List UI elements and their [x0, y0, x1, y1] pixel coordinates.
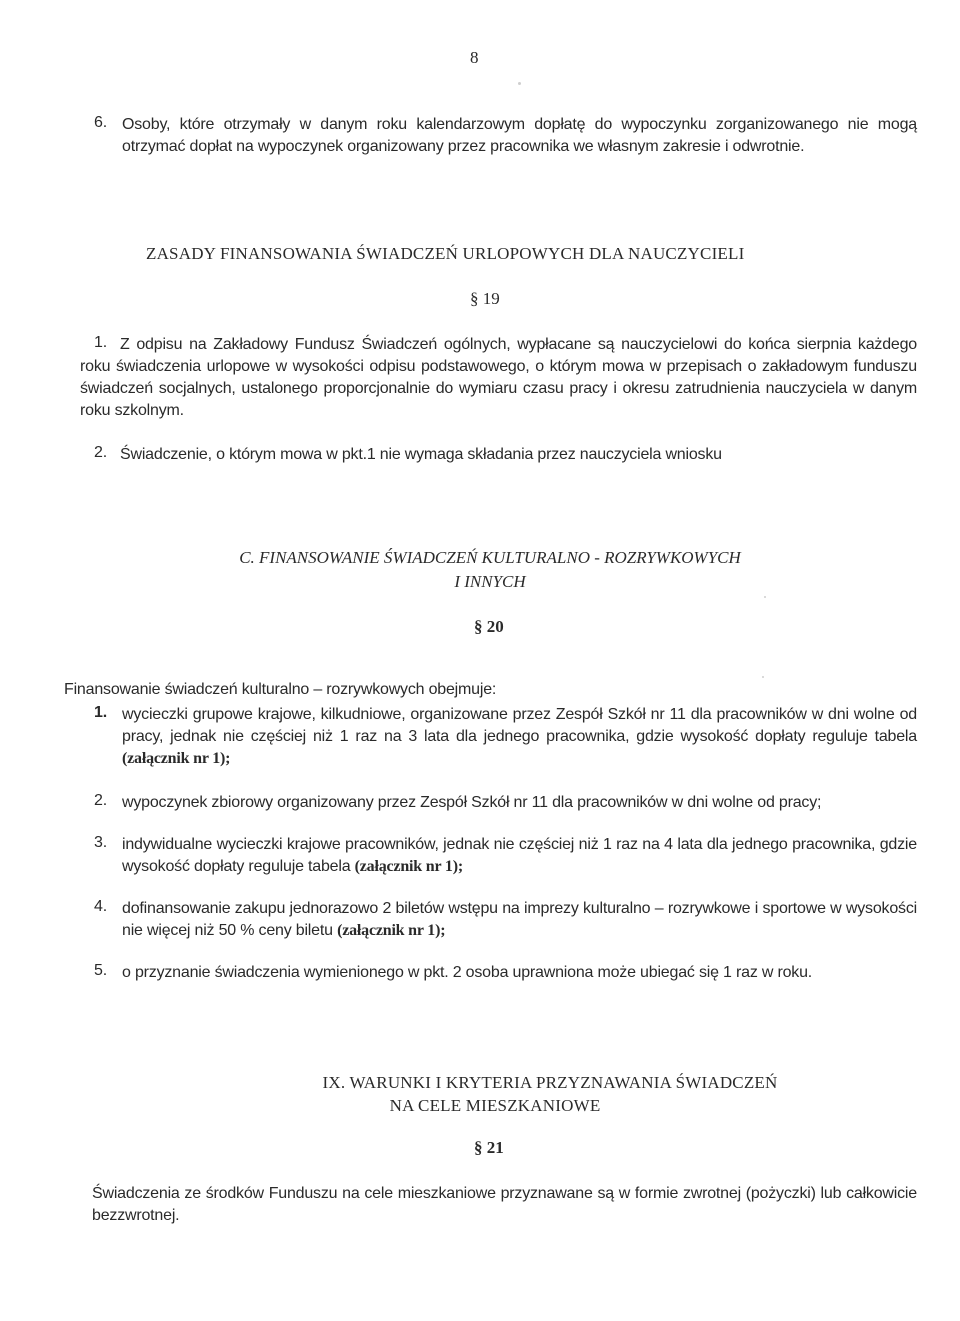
scan-speck [518, 82, 521, 85]
paragraph-sign-20: § 20 [474, 617, 504, 636]
point-1-text: Z odpisu na Zakładowy Fundusz Świadczeń ogólnych, wypłacane są nauczycielowi do końca sierpnia każdego roku świadczenia urlopowe w wysokości odpisu podstawowego, o którym mowa w przepisach o zakładowym funduszu świadczeń socjalnych, ustalonego proporcjonalnie do wymiaru czasu pracy i okresu zatrudnienia nauczyciela w danym roku szkolnym. [80, 336, 917, 419]
page-number: 8 [470, 48, 479, 67]
list-item-text: indywidualne wycieczki krajowe pracowników, jednak nie częściej niż 1 raz na 4 lata dla jednego pracownika, gdzie wysokość dopłaty reguluje tabela (załącznik nr 1); [122, 836, 917, 875]
section-heading-teachers: ZASADY FINANSOWANIA ŚWIADCZEŃ URLOPOWYCH DLA NAUCZYCIELI [146, 244, 745, 263]
paragraph-sign-19: § 19 [470, 289, 500, 308]
section-heading-ix-line2: NA CELE MIESZKANIOWE [389, 1096, 601, 1115]
point-number: 1. [94, 334, 107, 351]
list-item-number: 5. [94, 962, 107, 979]
point-2-text: Świadczenie, o którym mowa w pkt.1 nie wymaga składania przez nauczyciela wniosku [120, 446, 722, 463]
list-item-number: 4. [94, 898, 107, 915]
section-c-intro: Finansowanie świadczeń kulturalno – rozrywkowych obejmuje: [64, 681, 497, 698]
scan-speck [764, 596, 766, 598]
section-ix-text: Świadczenia ze środków Funduszu na cele mieszkaniowe przyznawane są w formie zwrotnej (pożyczki) lub całkowicie bezzwrotnej. [92, 1185, 917, 1224]
section-heading-c-line2: I INNYCH [454, 572, 526, 591]
list-item-number: 3. [94, 834, 107, 851]
section-heading-c-line1: C. FINANSOWANIE ŚWIADCZEŃ KULTURALNO - ROZRYWKOWYCH [239, 548, 741, 567]
list-item-text: wypoczynek zbiorowy organizowany przez Zespół Szkół nr 11 dla pracowników w dni wolne od pracy; [122, 794, 822, 811]
paragraph-sign-21: § 21 [474, 1138, 504, 1157]
item-6-text: Osoby, które otrzymały w danym roku kalendarzowym dopłatę do wypoczynku zorganizowanego nie mogą otrzymać dopłat na wypoczynek organizowany przez pracownika we własnym zakresie i odwrotnie. [122, 116, 917, 155]
section-heading-ix-line1: IX. WARUNKI I KRYTERIA PRZYZNAWANIA ŚWIADCZEŃ [322, 1073, 778, 1092]
list-item-number: 2. [94, 792, 107, 809]
point-number: 2. [94, 444, 107, 461]
list-item-text: wycieczki grupowe krajowe, kilkudniowe, organizowane przez Zespół Szkół nr 11 dla pracowników w dni wolne od pracy, jednak nie częściej niż 1 raz na 3 lata dla jednego pracownika, gdzie wysokość dopłaty reguluje tabela (załącznik nr 1); [122, 706, 917, 767]
item-number: 6. [94, 114, 107, 131]
list-item-text: o przyznanie świadczenia wymienionego w pkt. 2 osoba uprawniona może ubiegać się 1 raz w roku. [122, 964, 813, 981]
list-item-text: dofinansowanie zakupu jednorazowo 2 biletów wstępu na imprezy kulturalno – rozrywkowe i sportowe w wysokości nie więcej niż 50 % ceny biletu (załącznik nr 1); [122, 900, 917, 939]
scan-speck [762, 676, 764, 678]
list-item-number: 1. [94, 704, 107, 721]
